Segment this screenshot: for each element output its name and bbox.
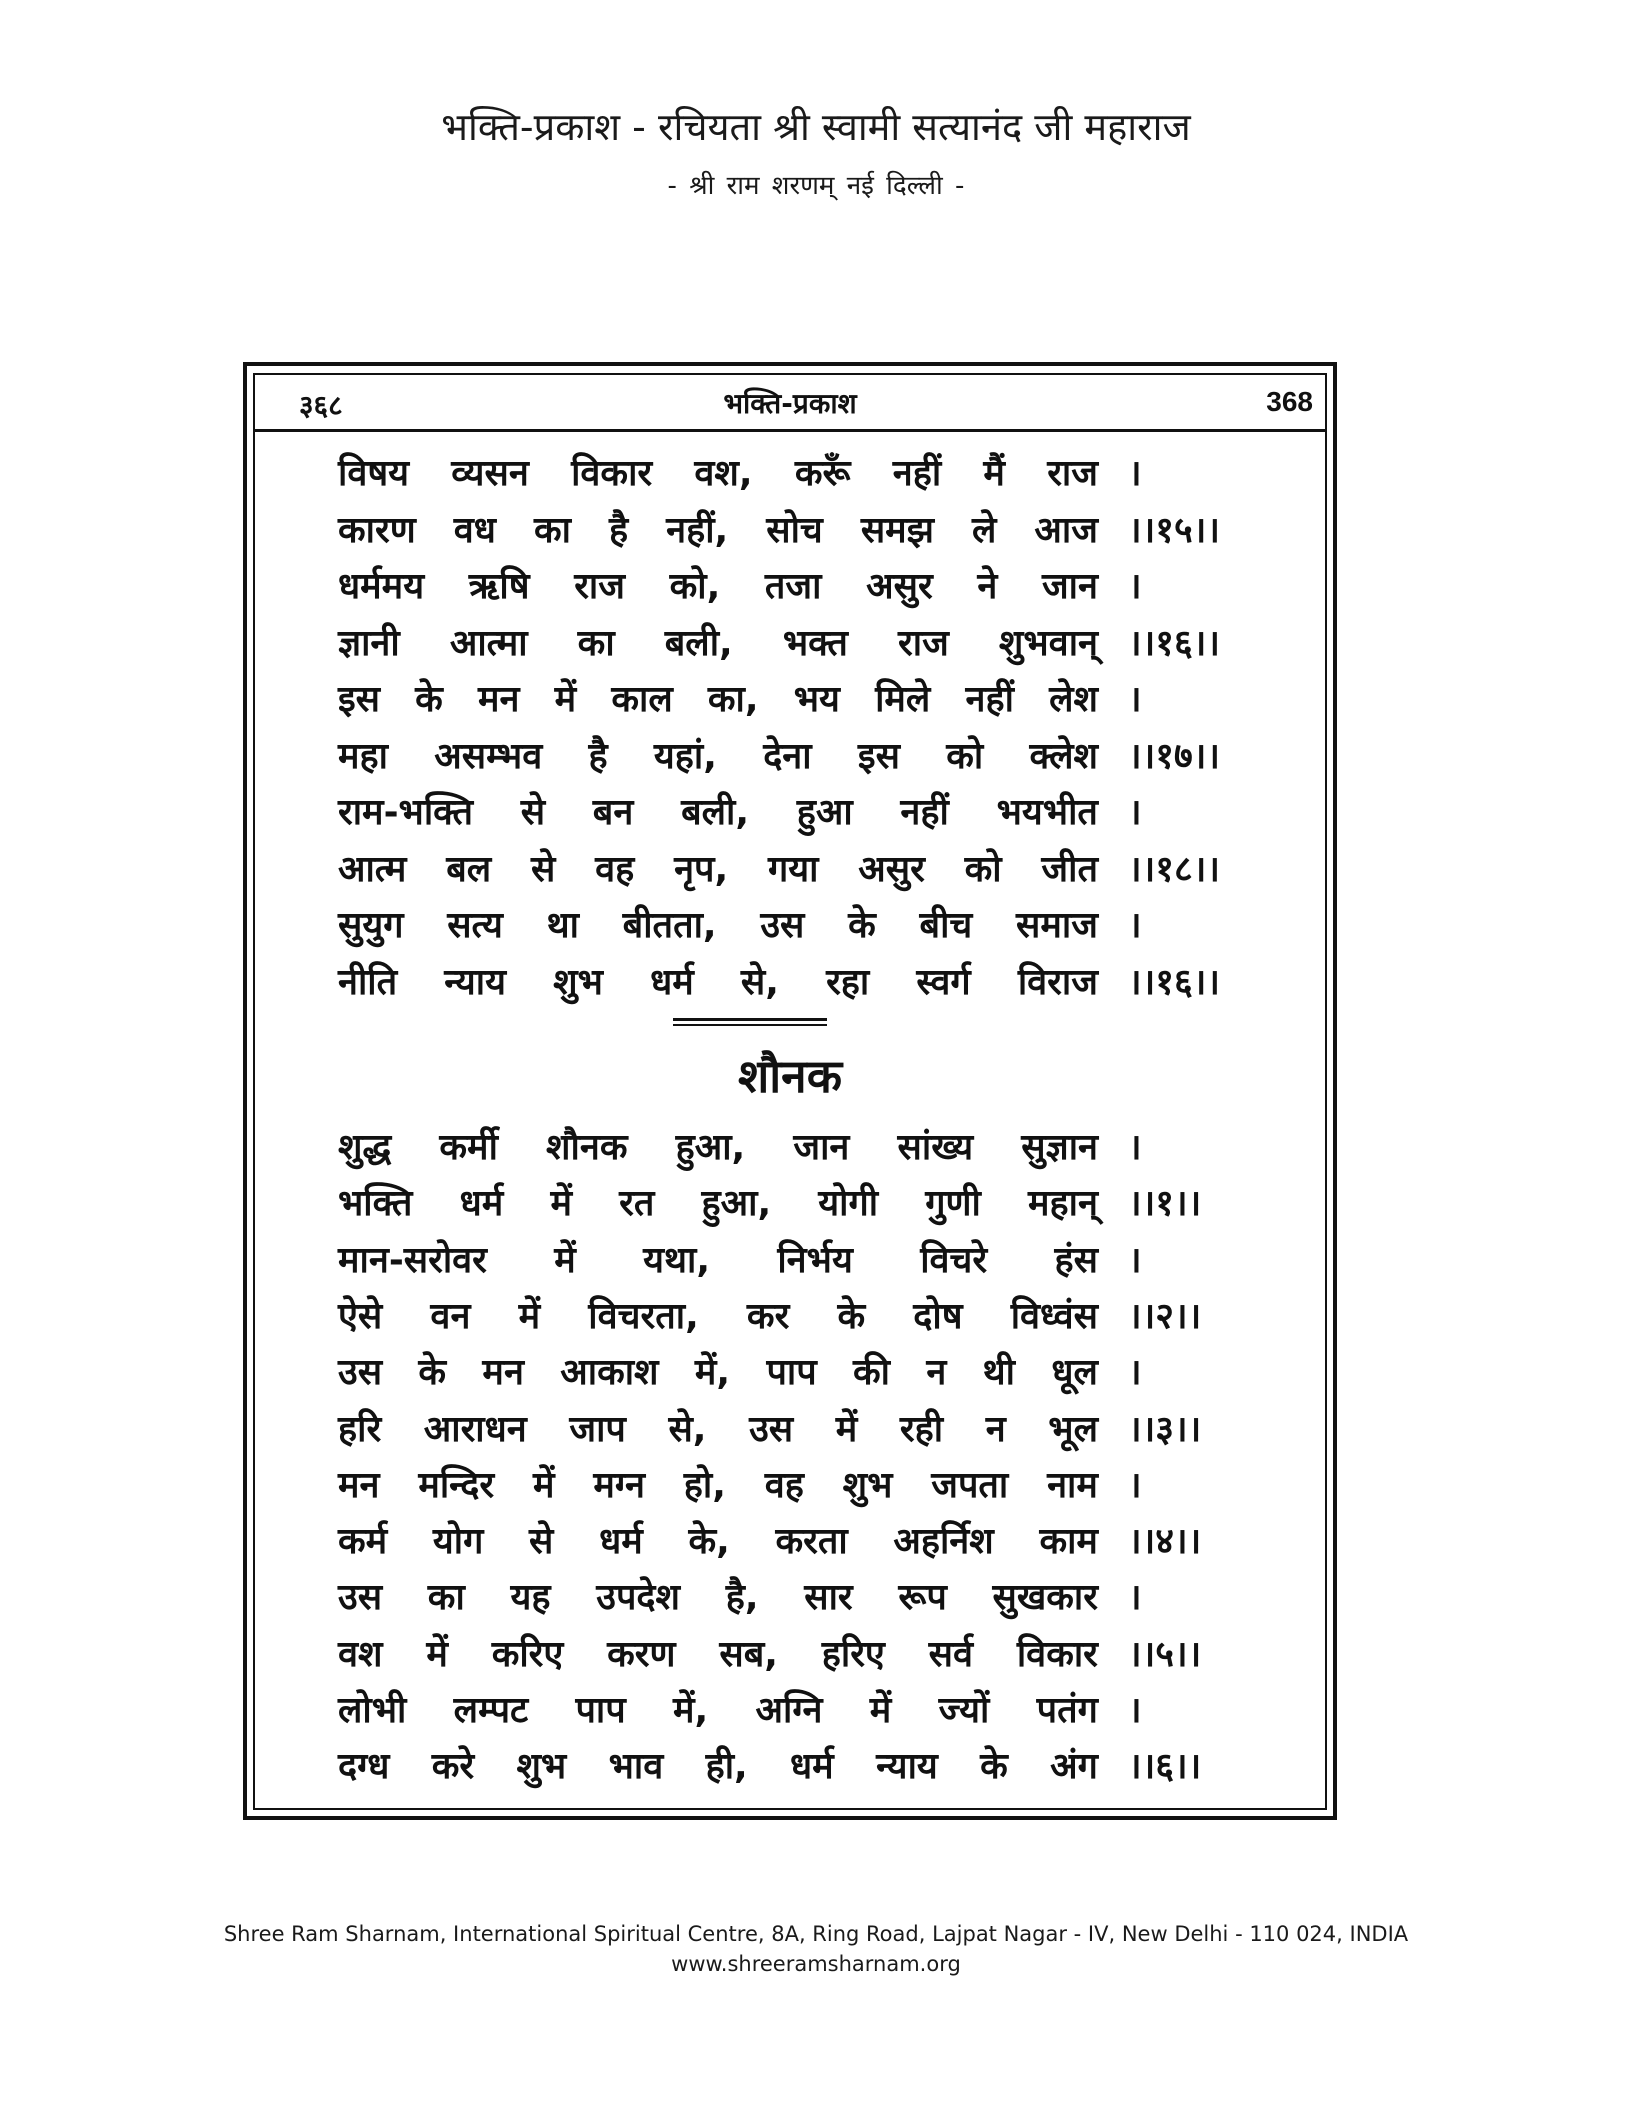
verse-word: आत्मा (449, 622, 528, 664)
verse-word: शुभ (553, 961, 603, 1003)
verse-word: देना (763, 735, 812, 777)
verse-word: भय (793, 679, 840, 720)
verse-word: का, (707, 679, 759, 720)
verse-word: जान (1041, 566, 1098, 607)
verse-word: महा (338, 735, 388, 777)
verse-word: सोच (766, 509, 823, 551)
verse-number: ।।२।। (1128, 1295, 1202, 1337)
verse-word: था (546, 905, 579, 946)
verse-number: । (1128, 1464, 1142, 1506)
verse-word: सार (804, 1577, 853, 1619)
verse-word: वह (595, 848, 635, 890)
verse-word: जीत (1041, 848, 1098, 890)
verse-word: बली, (664, 622, 733, 664)
verse-word: में (550, 1183, 572, 1225)
verse-text (338, 1570, 1098, 1626)
verse-number: ।।१६।। (1128, 622, 1221, 664)
verse-text (338, 955, 1098, 1011)
verse-number: ।।१६।। (1128, 961, 1221, 1003)
verse-word: गया (767, 848, 819, 890)
verse-number: ।।३।। (1128, 1408, 1202, 1450)
verse-word: शौनक (546, 1127, 628, 1168)
verse-word: असुर (858, 848, 925, 890)
verse-text (338, 1233, 1098, 1289)
verse-word: उस (338, 1352, 383, 1394)
verse-word: का (533, 509, 571, 551)
verse-word: स्वर्ग (916, 961, 971, 1003)
verse-word: अग्नि (755, 1690, 823, 1731)
verse-number: ।।१५।। (1128, 509, 1221, 551)
verse-number: ।।४।। (1128, 1521, 1202, 1563)
verse-text (338, 1627, 1098, 1683)
verse-word: में (554, 1239, 576, 1281)
verse-word: धर्म (650, 961, 694, 1003)
verse-word: में (869, 1690, 892, 1731)
verse-word: भक्ति (338, 1183, 413, 1225)
verse-word: मान-सरोवर (338, 1239, 487, 1281)
verse-text (338, 1739, 1098, 1795)
verse-line (338, 1120, 1258, 1176)
verse-word: असम्भव (434, 735, 543, 777)
verse-word: बली, (681, 792, 750, 833)
verse-word: का (577, 622, 615, 664)
verse-word: आत्म (338, 848, 407, 890)
verse-word: योगी (818, 1183, 879, 1225)
verse-word: में, (672, 1690, 709, 1731)
verse-line (338, 503, 1258, 559)
verse-word: ही, (705, 1746, 748, 1788)
verse-line (338, 898, 1258, 954)
verse-word: आकाश (560, 1352, 659, 1394)
verse-word: है, (725, 1577, 759, 1619)
verse-word: सुयुग (338, 905, 404, 946)
verse-word: भक्त (782, 622, 848, 664)
verse-word: में (835, 1408, 858, 1450)
verse-word: ऋषि (468, 566, 530, 607)
verse-line (338, 785, 1258, 841)
verse-word: जपता (931, 1464, 1009, 1506)
verse-word: कर (746, 1295, 790, 1337)
verse-word: करूँ (794, 453, 851, 494)
verse-word: जाप (569, 1408, 626, 1450)
verse-word: से (531, 848, 556, 890)
verse-word: विकार (1016, 1633, 1098, 1675)
verse-text (338, 1289, 1098, 1345)
verse-line (338, 1570, 1258, 1626)
verse-word: वध (453, 509, 496, 551)
verse-line (338, 955, 1258, 1011)
running-title: भक्ति-प्रकाश (723, 387, 857, 420)
verse-word: नहीं (965, 679, 1014, 720)
verse-word: भाव (608, 1746, 664, 1788)
verse-word: ले (971, 509, 997, 551)
verse-word: से (529, 1521, 554, 1563)
verse-word: पाप (766, 1352, 817, 1394)
verse-word: उपदेश (596, 1577, 680, 1619)
verse-word: हुआ (796, 792, 853, 833)
verse-word: वह (764, 1464, 804, 1506)
verse-number: । (1128, 905, 1142, 946)
document-subtitle: - श्री राम शरणम् नई दिल्ली - (667, 171, 965, 201)
verse-word: वन (430, 1295, 471, 1337)
verse-word: वश (338, 1633, 383, 1675)
verse-line (338, 1176, 1258, 1232)
verse-line (338, 1683, 1258, 1739)
verse-word: ज्ञानी (338, 622, 400, 664)
verse-word: लेश (1049, 679, 1098, 720)
verse-word: यह (510, 1577, 551, 1619)
verse-number: ।।५।। (1128, 1633, 1202, 1675)
verse-word: हुआ, (675, 1127, 746, 1168)
verse-word: क्लेश (1029, 735, 1098, 777)
verse-word: उस (338, 1577, 383, 1619)
verse-word: राज (898, 622, 949, 664)
verse-word: नीति (338, 961, 398, 1003)
verse-word: का (427, 1577, 465, 1619)
verse-word: कर्मी (439, 1127, 498, 1168)
verse-word: से (520, 792, 546, 833)
verse-text (338, 1458, 1098, 1514)
verse-word: आराधन (423, 1408, 527, 1450)
verse-word: थी (982, 1352, 1015, 1394)
verse-word: करिए (491, 1633, 564, 1675)
verse-number: । (1128, 1577, 1142, 1619)
verse-word: हंस (1054, 1239, 1098, 1281)
verse-word: रूप (898, 1577, 947, 1619)
verse-word: में (426, 1633, 448, 1675)
verse-word: करता (775, 1521, 848, 1563)
verse-word: वश, (694, 453, 753, 494)
verse-line (338, 1345, 1258, 1401)
verse-word: न्याय (876, 1746, 938, 1788)
verse-word: धर्म (790, 1746, 834, 1788)
verse-text (338, 1176, 1098, 1232)
verse-number: । (1128, 1127, 1142, 1168)
verse-text (338, 616, 1098, 672)
verse-text (338, 842, 1098, 898)
verse-word: सब, (719, 1633, 778, 1675)
verse-word: विचरता, (588, 1295, 699, 1337)
verse-word: है (588, 735, 608, 777)
verse-word: में (554, 679, 577, 720)
verse-text (338, 1514, 1098, 1570)
verse-word: बल (446, 848, 492, 890)
verse-word: हुआ, (701, 1183, 772, 1225)
verse-word: को (946, 735, 984, 777)
verse-word: असुर (866, 566, 933, 607)
verse-number: । (1128, 1239, 1142, 1281)
verse-word: रहा (826, 961, 870, 1003)
verse-text (338, 503, 1098, 559)
verse-word: बीच (919, 905, 973, 946)
verse-line (338, 729, 1258, 785)
verse-word: समाज (1016, 905, 1098, 946)
verse-word: न्याय (444, 961, 507, 1003)
verse-number: । (1128, 792, 1142, 833)
verse-line (338, 1458, 1258, 1514)
verse-word: सांख्य (897, 1127, 974, 1168)
verse-word: मैं (983, 453, 1005, 494)
verse-word: बन (592, 792, 634, 833)
verse-word: विध्वंस (1010, 1295, 1098, 1337)
verse-text (338, 1683, 1098, 1739)
verse-word: के (848, 905, 876, 946)
verse-line (338, 672, 1258, 728)
verse-word: राम-भक्ति (338, 792, 473, 833)
verse-line (338, 1233, 1258, 1289)
verse-word: विचरे (920, 1239, 988, 1281)
verse-line (338, 1402, 1258, 1458)
page-number-devanagari: ३६८ (299, 389, 343, 422)
verse-word: सत्य (447, 905, 503, 946)
verse-word: शुभ (516, 1746, 567, 1788)
verse-text (338, 672, 1098, 728)
verse-word: राज (1047, 453, 1098, 494)
verse-line (338, 616, 1258, 672)
verse-line (338, 1289, 1258, 1345)
verse-word: के (415, 679, 443, 720)
verse-number: ।।१८।। (1128, 848, 1221, 890)
verse-word: धूल (1051, 1352, 1098, 1394)
verse-word: के (980, 1746, 1008, 1788)
verse-word: हरिए (821, 1633, 885, 1675)
verse-word: अहर्निश (893, 1521, 994, 1563)
verse-word: काम (1039, 1521, 1098, 1563)
verse-text (338, 785, 1098, 841)
verse-word: हो, (683, 1464, 726, 1506)
verse-word: कारण (338, 509, 416, 551)
verse-word: नृप, (674, 848, 729, 890)
verse-word: सर्व (928, 1633, 974, 1675)
verse-word: समझ (860, 509, 934, 551)
verse-word: को, (669, 566, 721, 607)
verse-word: करे (431, 1746, 475, 1788)
document-title: भक्ति-प्रकाश - रचियता श्री स्वामी सत्यानंद जी महाराज (441, 105, 1191, 149)
verse-word: सुखकार (992, 1577, 1098, 1619)
verse-word: शुभ (842, 1464, 893, 1506)
verse-word: के, (688, 1521, 730, 1563)
verse-number: । (1128, 453, 1142, 494)
section-divider (673, 1018, 827, 1026)
verse-word: भयभीत (996, 792, 1098, 833)
verse-number: । (1128, 1690, 1142, 1731)
verse-word: भूल (1048, 1408, 1098, 1450)
verse-word: शुद्ध (338, 1127, 392, 1168)
verse-number: । (1128, 566, 1142, 607)
footer-address: Shree Ram Sharnam, International Spiritual Centre, 8A, Ring Road, Lajpat Nagar - IV, New Delhi - 110 024, INDIA (223, 1922, 1409, 1946)
verse-word: जान (793, 1127, 850, 1168)
verse-word: को (964, 848, 1002, 890)
verse-word: की (853, 1352, 890, 1394)
verse-word: मग्न (593, 1464, 645, 1506)
verse-word: लोभी (338, 1690, 407, 1731)
verse-word: शुभवान् (998, 622, 1098, 664)
verse-line (338, 1739, 1258, 1795)
verse-word: है (608, 509, 629, 551)
section-heading: शौनक (737, 1049, 843, 1103)
verse-word: धर्म (459, 1183, 504, 1225)
verse-word: ने (977, 566, 998, 607)
verse-word: में, (694, 1352, 731, 1394)
verse-word: धर्ममय (338, 566, 425, 607)
page-number-arabic: 368 (1266, 386, 1313, 417)
verse-word: विराज (1017, 961, 1098, 1003)
verse-text (338, 1402, 1098, 1458)
verse-word: विकार (571, 453, 653, 494)
verse-word: मन (477, 679, 520, 720)
verse-word: व्यसन (451, 453, 529, 494)
verse-word: न (926, 1352, 947, 1394)
verse-word: नहीं (892, 453, 942, 494)
verse-number: । (1128, 1352, 1142, 1394)
verse-word: के (837, 1295, 866, 1337)
verse-word: पाप (575, 1690, 626, 1731)
verse-text (338, 446, 1098, 502)
verse-number: ।।६।। (1128, 1746, 1202, 1788)
verse-number: ।।१।। (1128, 1183, 1202, 1225)
verse-word: दोष (913, 1295, 963, 1337)
footer-url: www.shreeramsharnam.org (671, 1952, 961, 1976)
verse-word: तजा (764, 566, 822, 607)
verse-word: विषय (338, 453, 410, 494)
page-running-head (255, 376, 1325, 432)
verse-line (338, 842, 1258, 898)
verse-word: नाम (1047, 1464, 1098, 1506)
verse-word: से, (740, 961, 779, 1003)
verse-word: रही (899, 1408, 944, 1450)
verse-word: दग्ध (338, 1746, 390, 1788)
verse-word: नहीं, (666, 509, 729, 551)
verse-word: पतंग (1036, 1690, 1098, 1731)
verse-line (338, 1627, 1258, 1683)
verse-line (338, 446, 1258, 502)
verse-word: न (985, 1408, 1006, 1450)
verse-word: हरि (338, 1408, 382, 1450)
verse-word: इस (857, 735, 900, 777)
verse-word: धर्म (599, 1521, 643, 1563)
verse-word: रत (619, 1183, 655, 1225)
verse-word: में (518, 1295, 541, 1337)
verse-text (338, 1345, 1098, 1401)
verse-line (338, 1514, 1258, 1570)
verse-word: से, (668, 1408, 707, 1450)
verse-word: गुणी (925, 1183, 981, 1225)
verse-word: निर्भय (777, 1239, 853, 1281)
verse-text (338, 559, 1098, 615)
verse-word: कर्म (338, 1521, 388, 1563)
verse-word: के (418, 1352, 447, 1394)
verse-text (338, 1120, 1098, 1176)
verse-text (338, 898, 1098, 954)
verse-word: उस (760, 905, 805, 946)
verse-word: उस (749, 1408, 794, 1450)
verse-word: मन्दिर (418, 1464, 495, 1506)
verse-word: योग (432, 1521, 484, 1563)
verse-word: सुज्ञान (1021, 1127, 1098, 1168)
verse-word: मन (482, 1352, 524, 1394)
verse-word: महान् (1028, 1183, 1098, 1225)
verse-word: बीतता, (622, 905, 717, 946)
verse-word: मन (338, 1464, 380, 1506)
verse-word: अंग (1050, 1746, 1098, 1788)
verse-number: ।।१७।। (1128, 735, 1221, 777)
verse-word: नहीं (900, 792, 949, 833)
verse-word: करण (607, 1633, 676, 1675)
verse-word: मिले (875, 679, 931, 720)
verse-word: यथा, (643, 1239, 711, 1281)
verse-word: यहां, (653, 735, 717, 777)
verse-word: ऐसे (338, 1295, 383, 1337)
verse-word: ज्यों (938, 1690, 990, 1731)
verse-word: राज (574, 566, 625, 607)
verse-number: । (1128, 679, 1142, 720)
verse-line (338, 559, 1258, 615)
verse-text (338, 729, 1098, 785)
verse-word: लम्पट (453, 1690, 529, 1731)
verse-word: आज (1034, 509, 1098, 551)
verse-word: इस (338, 679, 381, 720)
verse-word: में (532, 1464, 555, 1506)
verse-word: काल (611, 679, 673, 720)
